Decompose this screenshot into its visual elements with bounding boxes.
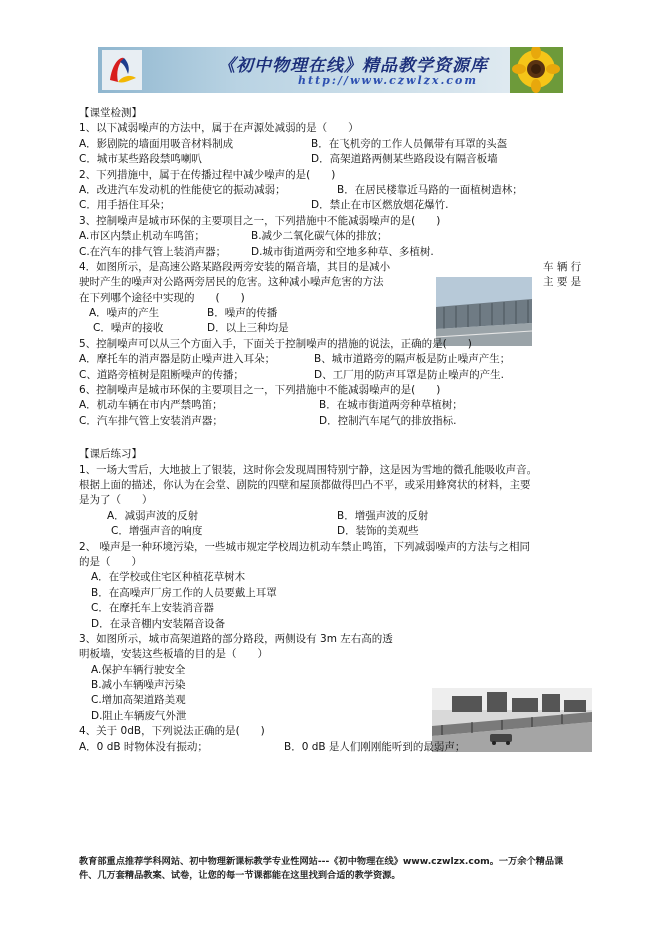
footer-line1: 教育部重点推荐学科网站、初中物理新课标教学专业性网站---《初中物理在线》www.czwlzx.com。一万余个精品课 xyxy=(79,856,564,867)
option-a: A.市区内禁止机动车鸣笛； xyxy=(79,230,205,243)
option-row xyxy=(79,398,599,413)
option-a: A.保护车辆行驶安全 xyxy=(91,663,186,676)
option-row xyxy=(79,368,599,383)
option-b: B.减少二氧化碳气体的排放； xyxy=(251,230,388,243)
site-logo-icon xyxy=(102,50,142,90)
option-a: A．减弱声波的反射 xyxy=(107,509,199,522)
footer-line2: 件、几万套精品教案、试卷，让您的每一节课都能在这里找到合适的教学资源。 xyxy=(79,870,401,881)
option-b: B．在飞机旁的工作人员佩带有耳罩的头盔 xyxy=(311,137,508,150)
option-row xyxy=(79,152,599,167)
option-a: A．在学校或住宅区种植花草树木 xyxy=(91,571,246,584)
option-row xyxy=(79,414,599,429)
question-stem-line2-tail: 主 要 是 xyxy=(543,276,582,289)
option-d: D．高架道路两侧某些路段设有隔音板墙 xyxy=(311,153,498,166)
question-stem: 6、控制噪声是城市环保的主要项目之一，下列措施中不能减弱噪声的是( ) xyxy=(79,384,441,397)
question-stem-line1: 4．如图所示，是高速公路某路段两旁安装的隔音墙，其目的是减小 xyxy=(79,260,391,273)
question-stem: 2、下列措施中，属于在传播过程中减少噪声的是( ) xyxy=(79,168,336,181)
option-c: C、道路旁植树是阻断噪声的传播； xyxy=(79,368,244,381)
option-d: D.城市街道两旁和空地多种草、多植树. xyxy=(251,245,434,258)
option-row xyxy=(79,740,599,755)
question-stem xyxy=(79,275,599,290)
option-a: A．改进汽车发动机的性能使它的振动减弱； xyxy=(79,183,286,196)
option-d: D、工厂用的防声耳罩是防止噪声的产生. xyxy=(314,368,504,381)
option-b: B．0 dB 是人们刚刚能听到的最弱声； xyxy=(284,740,466,753)
option-c: C．城市某些路段禁鸣喇叭 xyxy=(79,153,202,166)
question-stem: 2、 噪声是一种环境污染，一些城市规定学校周边机动车禁止鸣笛，下列减弱噪声的方法与之相同 xyxy=(79,540,531,553)
option-b: B．增强声波的反射 xyxy=(337,509,429,522)
question-stem: 的是（ ） xyxy=(79,555,142,568)
option-row xyxy=(79,229,599,244)
question-stem-line1-tail: 车 辆 行 xyxy=(543,260,582,273)
question-stem: 1、一场大雪后，大地披上了银装，这时你会发现周围特别宁静，这是因为雪地的微孔能吸收声音。 xyxy=(79,463,538,476)
option-a: A．摩托车的消声器是防止噪声进入耳朵； xyxy=(79,353,276,366)
header-banner xyxy=(98,47,563,93)
question-stem: 3、控制噪声是城市环保的主要项目之一，下列措施中不能减弱噪声的是( ) xyxy=(79,214,441,227)
option-c: C．增强声音的响度 xyxy=(111,525,203,538)
sunflower-icon xyxy=(510,47,563,93)
option-d: D．控制汽车尾气的排放指标. xyxy=(319,414,457,427)
option-b: B．在高噪声厂房工作的人员要戴上耳罩 xyxy=(91,586,277,599)
option-c: C．在摩托车上安装消音器 xyxy=(91,602,214,615)
option-d: D．以上三种均是 xyxy=(207,322,289,335)
question-stem: 在下列哪个途径中实现的 ( ) xyxy=(79,291,245,304)
page-footer xyxy=(79,855,584,883)
site-title: 《初中物理在线》精品教学资源库 xyxy=(218,56,488,76)
option-row xyxy=(79,524,599,539)
option-row xyxy=(79,306,599,321)
option-a: A．影剧院的墙面用吸音材料制成 xyxy=(79,137,234,150)
option-a: A．机动车辆在市内严禁鸣笛； xyxy=(79,399,223,412)
question-stem: 3、如图所示，城市高架道路的部分路段，两侧设有 3m 左右高的透 xyxy=(79,632,393,645)
content-body xyxy=(79,106,599,755)
question-stem: 5、控制噪声可以从三个方面入手，下面关于控制噪声的措施的说法，正确的是( ) xyxy=(79,337,472,350)
option-c: C．噪声的接收 xyxy=(93,322,164,335)
option-row xyxy=(79,321,599,336)
option-row xyxy=(79,198,599,213)
option-row xyxy=(79,183,599,198)
option-d: D．在录音棚内安装隔音设备 xyxy=(91,617,226,630)
option-b: B、城市道路旁的隔声板是防止噪声产生； xyxy=(314,353,511,366)
option-row xyxy=(79,509,599,524)
question-stem xyxy=(79,260,599,275)
option-d: D.阻止车辆废气外泄 xyxy=(91,709,187,722)
site-url[interactable]: http://www.czwlzx.com xyxy=(298,74,478,87)
option-d: D．禁止在市区燃放烟花爆竹. xyxy=(311,199,449,212)
option-c: C．用手捂住耳朵； xyxy=(79,199,171,212)
option-a: A．0 dB 时物体没有振动； xyxy=(79,740,208,753)
section-heading-homework: 【课后练习】 xyxy=(79,448,142,461)
option-row xyxy=(79,352,599,367)
question-stem: 根据上面的描述，你认为在会堂、剧院的四壁和屋顶都做得凹凸不平，或采用蜂窝状的材料，主要 xyxy=(79,478,531,491)
option-b: B．噪声的传播 xyxy=(207,307,278,320)
option-c: C.在汽车的排气管上装消声器； xyxy=(79,245,227,258)
question-stem: 1、以下减弱噪声的方法中，属于在声源处减弱的是（ ） xyxy=(79,122,359,135)
section-heading-class-check: 【课堂检测】 xyxy=(79,107,142,119)
question-stem: 是为了（ ） xyxy=(79,494,153,507)
option-d: D．装饰的美观些 xyxy=(337,525,419,538)
option-b: B．在城市街道两旁种草植树； xyxy=(319,399,463,412)
option-a: A．噪声的产生 xyxy=(89,307,160,320)
option-c: C.增加高架道路美观 xyxy=(91,694,186,707)
option-row xyxy=(79,245,599,260)
option-c: C．汽车排气管上安装消声器； xyxy=(79,414,223,427)
option-b: B．在居民楼靠近马路的一面植树造林； xyxy=(337,183,523,196)
option-row xyxy=(79,137,599,152)
option-b: B.减小车辆噪声污染 xyxy=(91,679,186,692)
question-stem: 4、关于 0dB，下列说法正确的是( ) xyxy=(79,725,265,738)
question-stem: 明板墙，安装这些板墙的目的是（ ） xyxy=(79,648,268,661)
question-stem-line2: 驶时产生的噪声对公路两旁居民的危害。这种减小噪声危害的方法 xyxy=(79,276,384,289)
